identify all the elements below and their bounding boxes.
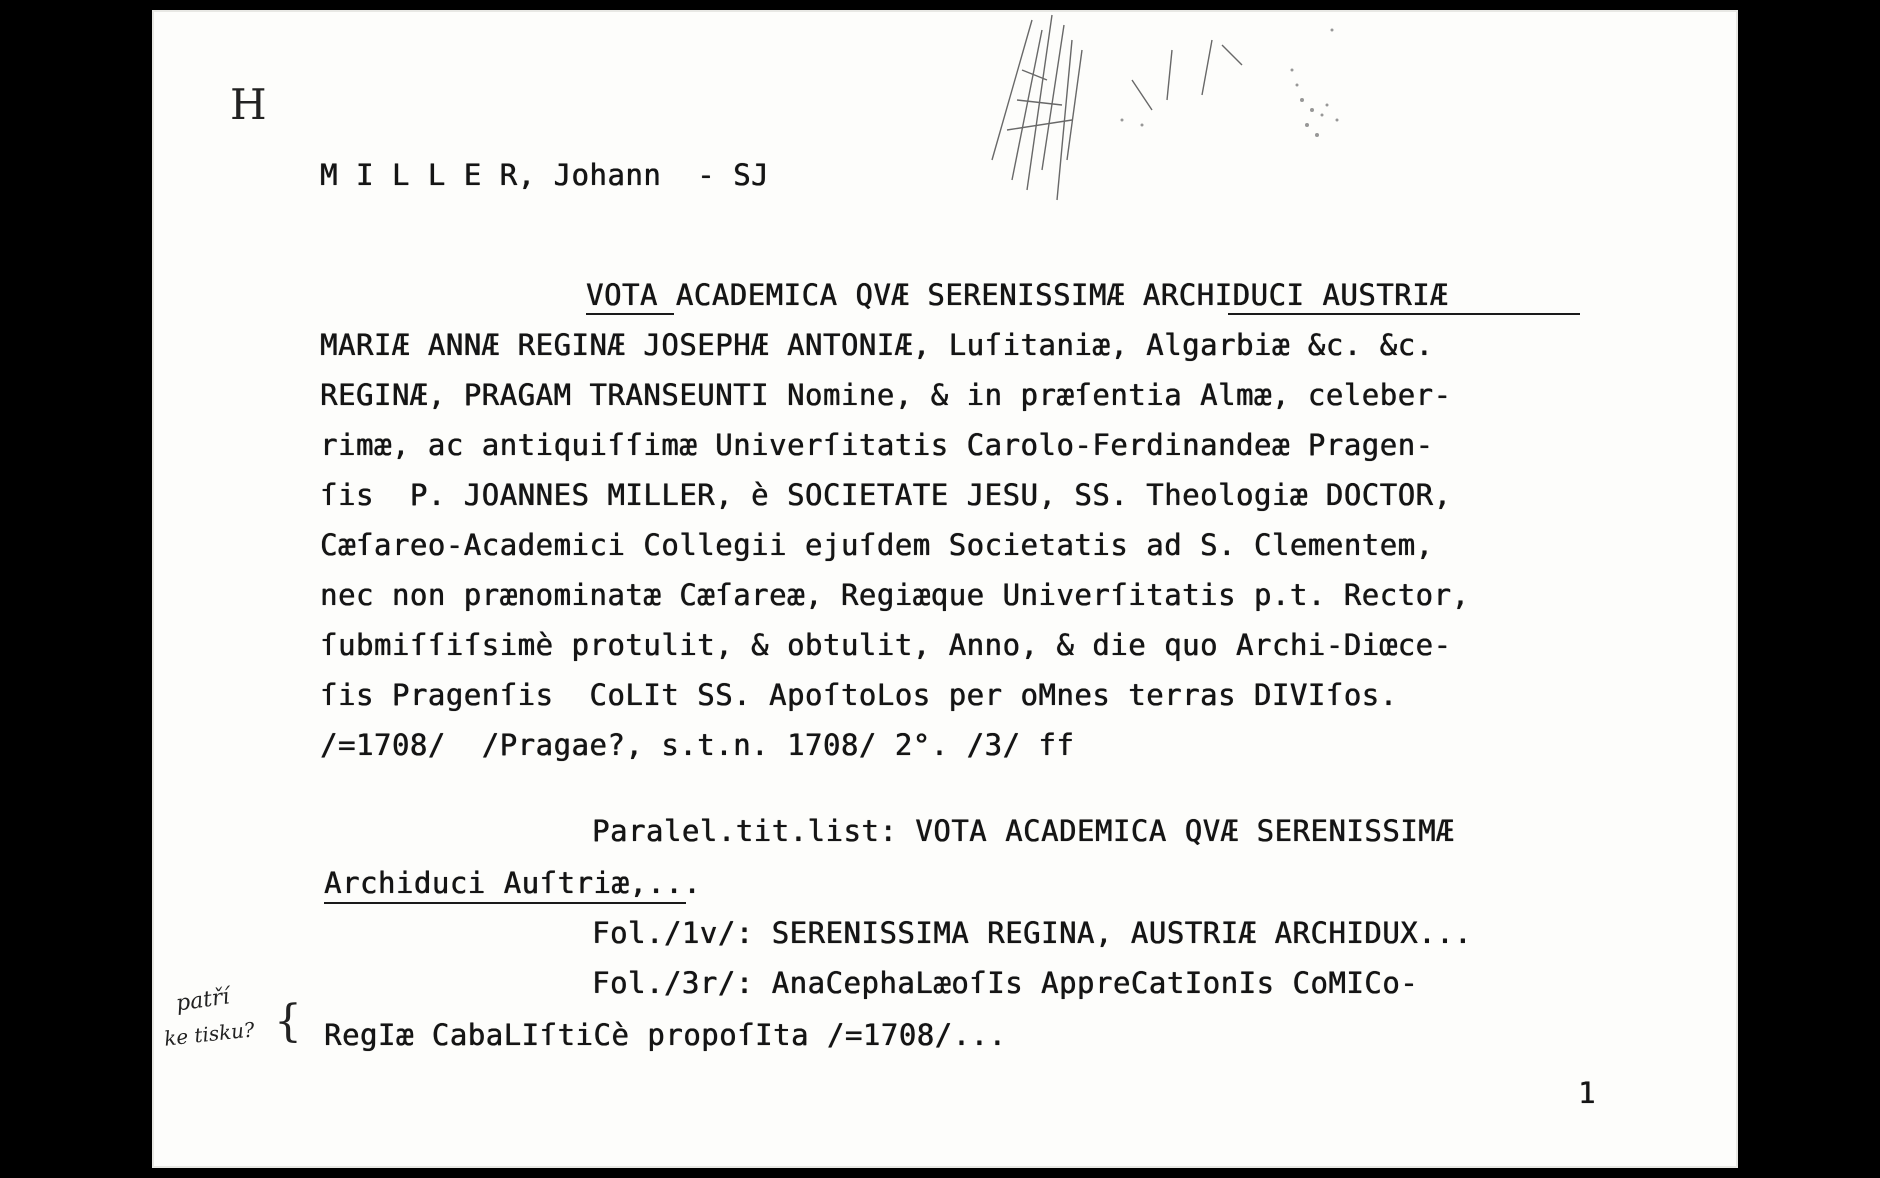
- title-line-7: nec non prænominatæ Cæſareæ, Regiæque Univerſitatis p.t. Rector,: [320, 578, 1470, 612]
- margin-note-line-1: patří: [174, 984, 232, 1017]
- underline-archiduci: [1228, 313, 1580, 315]
- imprint-line: /=1708/ /Pragae?, s.t.n. 1708/ 2°. /3/ ff: [320, 728, 1075, 762]
- margin-note-brace: {: [274, 996, 302, 1047]
- title-line-4: rimæ, ac antiquiſſimæ Univerſitatis Carolo-Ferdinandeæ Pragen-: [320, 428, 1434, 462]
- page-number: 1: [1578, 1076, 1596, 1110]
- parallel-title-line-1: Paralel.tit.list: VOTA ACADEMICA QVÆ SERENISSIMÆ: [592, 814, 1455, 848]
- author-heading: M I L L E R, Johann - SJ: [320, 158, 769, 192]
- margin-note-line-2: ke tisku?: [162, 1017, 256, 1051]
- underline-vota: [586, 313, 674, 315]
- title-line-8: ſubmiſſiſsimè protulit, & obtulit, Anno, & die quo Archi-Diœce-: [320, 628, 1452, 662]
- title-line-2: MARIÆ ANNÆ REGINÆ JOSEPHÆ ANTONIÆ, Luſitaniæ, Algarbiæ &c. &c.: [320, 328, 1434, 362]
- catalog-card: [152, 10, 1738, 1168]
- title-line-6: Cæſareo-Academici Collegii ejuſdem Societatis ad S. Clementem,: [320, 528, 1434, 562]
- folio-3r-line: Fol./3r/: AnaCephaLæoſIs AppreCatIonIs CoMICo-: [592, 966, 1419, 1000]
- title-line-5: ſis P. JOANNES MILLER, è SOCIETATE JESU, SS. Theologiæ DOCTOR,: [320, 478, 1452, 512]
- folio-3r-continuation: RegIæ CabaLIſtiCè propoſIta /=1708/...: [324, 1018, 1007, 1052]
- corner-mark: H: [230, 80, 267, 129]
- title-line-9: ſis Pragenſis CoLIt SS. ApoſtoLos per oMnes terras DIVIſos.: [320, 678, 1398, 712]
- title-line-3: REGINÆ, PRAGAM TRANSEUNTI Nomine, & in præſentia Almæ, celeber-: [320, 378, 1452, 412]
- folio-1v-line: Fol./1v/: SERENISSIMA REGINA, AUSTRIÆ ARCHIDUX...: [592, 916, 1473, 950]
- ink-smudge-graphic: [972, 10, 1612, 210]
- title-line-1: VOTA ACADEMICA QVÆ SERENISSIMÆ ARCHIDUCI AUSTRIÆ: [586, 278, 1449, 312]
- underline-archiduci-austriae: [324, 902, 686, 904]
- parallel-title-line-2: Archiduci Auſtriæ,...: [324, 866, 702, 900]
